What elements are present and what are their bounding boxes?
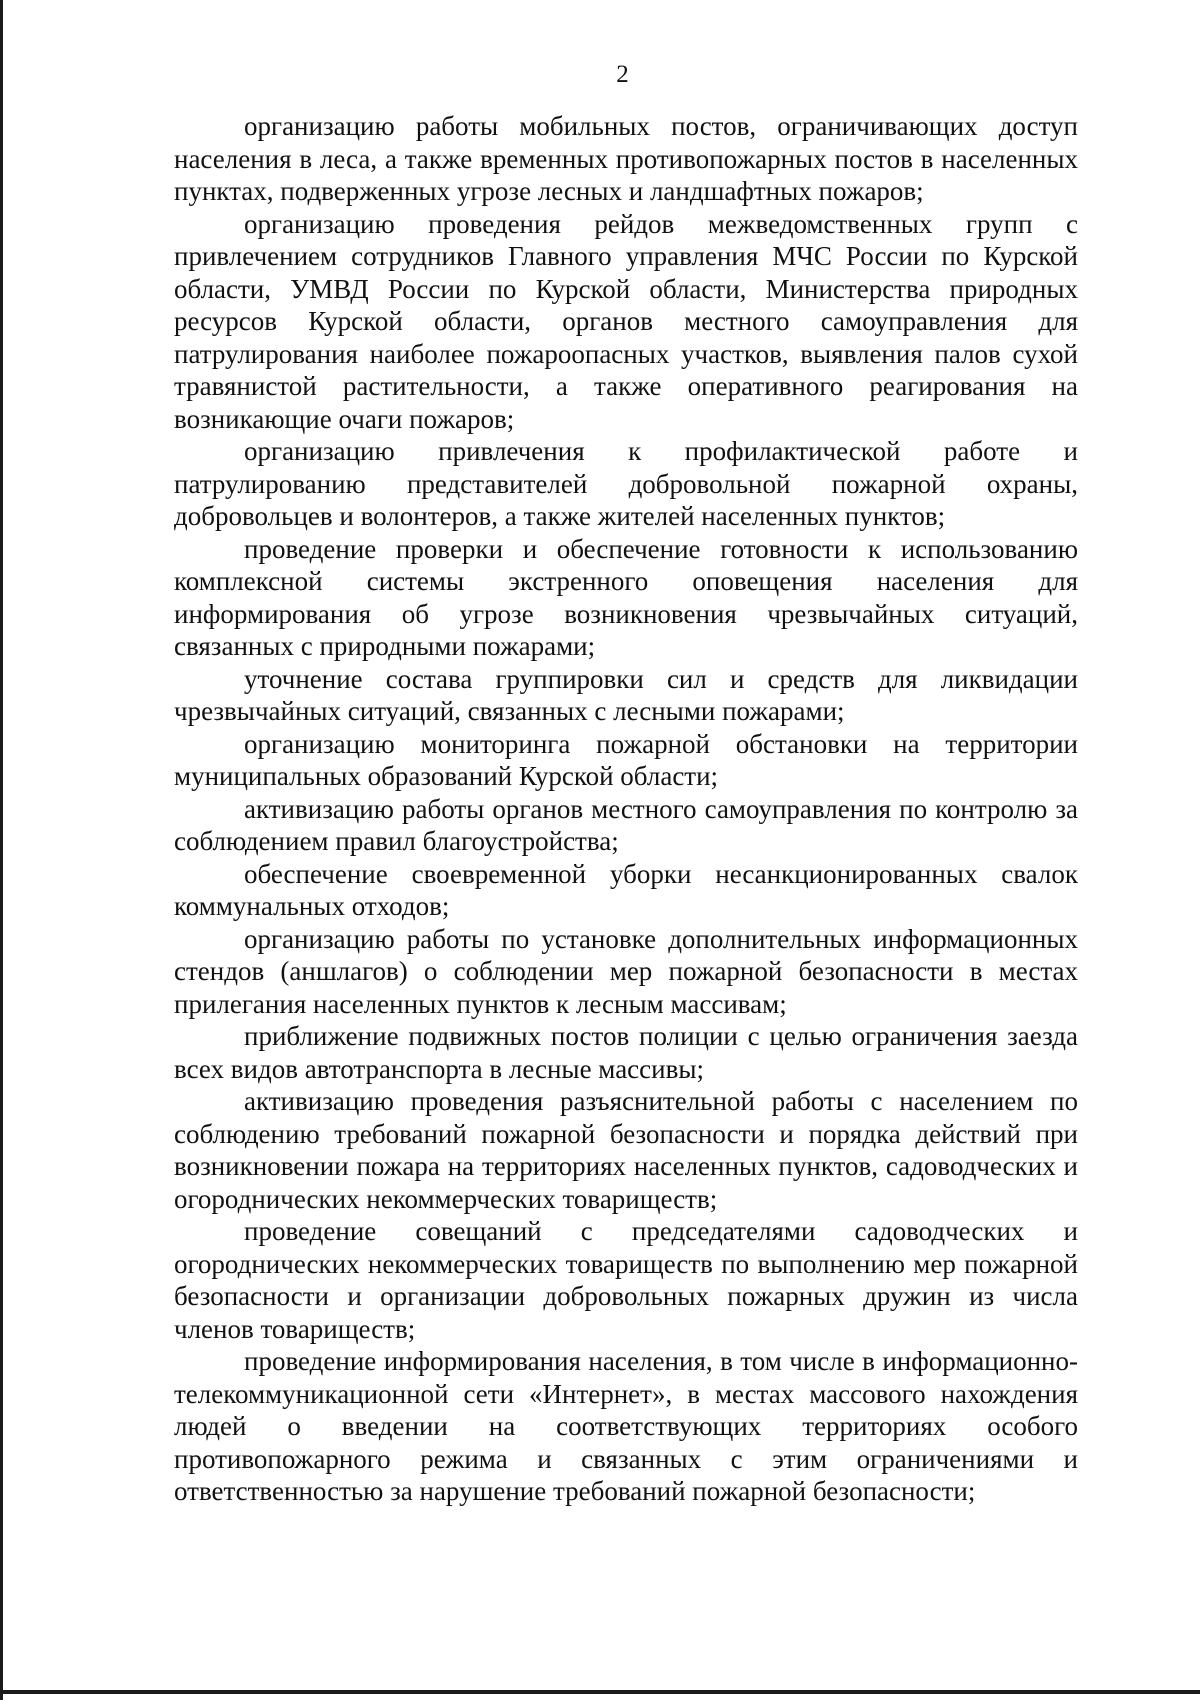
paragraph-garden-meetings: проведение совещаний с председателями садоводческих и огороднических некоммерческих товариществ по выполнению мер пожарной безопасности и организации добровольных пожарных дружин из числа членов товариществ; bbox=[174, 1216, 1078, 1344]
paragraph-interagency-raids: организацию проведения рейдов межведомственных групп с привлечением сотрудников Главного управления МЧС России по Курской области, УМВД России по Курской области, Министерства природных ресурсов Курской области, органов местного самоуправления для патрулирования наиболее пожароопасных участков, выявления палов сухой травянистой растительности, а также оперативного реагирования на возникающие очаги пожаров; bbox=[174, 208, 1078, 434]
paragraph-volunteer-involvement: организацию привлечения к профилактической работе и патрулированию представителей добровольной пожарной охраны, добровольцев и волонтеров, а также жителей населенных пунктов; bbox=[174, 436, 1078, 531]
page-number: 2 bbox=[616, 61, 629, 88]
paragraph-warning-system-check: проведение проверки и обеспечение готовности к использованию комплексной системы экстренного оповещения населения для информирования об угрозе возникновения чрезвычайных ситуаций, связанных с природными пожарами; bbox=[174, 533, 1078, 661]
paragraph-explanatory-work: активизацию проведения разъяснительной работы с населением по соблюдению требований пожарной безопасности и порядка действий при возникновении пожара на территориях населенных пунктов, садоводческих и огороднических некоммерческих товариществ; bbox=[174, 1086, 1078, 1214]
document-body bbox=[174, 110, 1078, 1508]
paragraph-dump-cleanup: обеспечение своевременной уборки несанкционированных свалок коммунальных отходов; bbox=[174, 858, 1078, 921]
paragraph-public-information: проведение информирования населения, в том числе в информационно-телекоммуникационной сети «Интернет», в местах массового нахождения людей о введении на соответствующих территориях особого противопожарного режима и связанных с этим ограничениями и ответственностью за нарушение требований пожарной безопасности; bbox=[174, 1346, 1078, 1506]
paragraph-info-stands: организацию работы по установке дополнительных информационных стендов (аншлагов) о соблюдении мер пожарной безопасности в местах прилегания населенных пунктов к лесным массивам; bbox=[174, 923, 1078, 1019]
paragraph-mobile-posts: организацию работы мобильных постов, ограничивающих доступ населения в леса, а также временных противопожарных постов в населенных пунктах, подверженных угрозе лесных и ландшафтных пожаров; bbox=[174, 111, 1078, 206]
scan-border-left bbox=[0, 0, 3, 1700]
paragraph-forces-composition: уточнение состава группировки сил и средств для ликвидации чрезвычайных ситуаций, связанных с лесными пожарами; bbox=[174, 663, 1078, 726]
paragraph-police-posts: приближение подвижных постов полиции с целью ограничения заезда всех видов автотранспорта в лесные массивы; bbox=[174, 1021, 1078, 1084]
paragraph-fire-monitoring: организацию мониторинга пожарной обстановки на территории муниципальных образований Курской области; bbox=[174, 728, 1078, 791]
scan-border-bottom bbox=[0, 1690, 1200, 1694]
paragraph-local-government-control: активизацию работы органов местного самоуправления по контролю за соблюдением правил благоустройства; bbox=[174, 793, 1078, 856]
